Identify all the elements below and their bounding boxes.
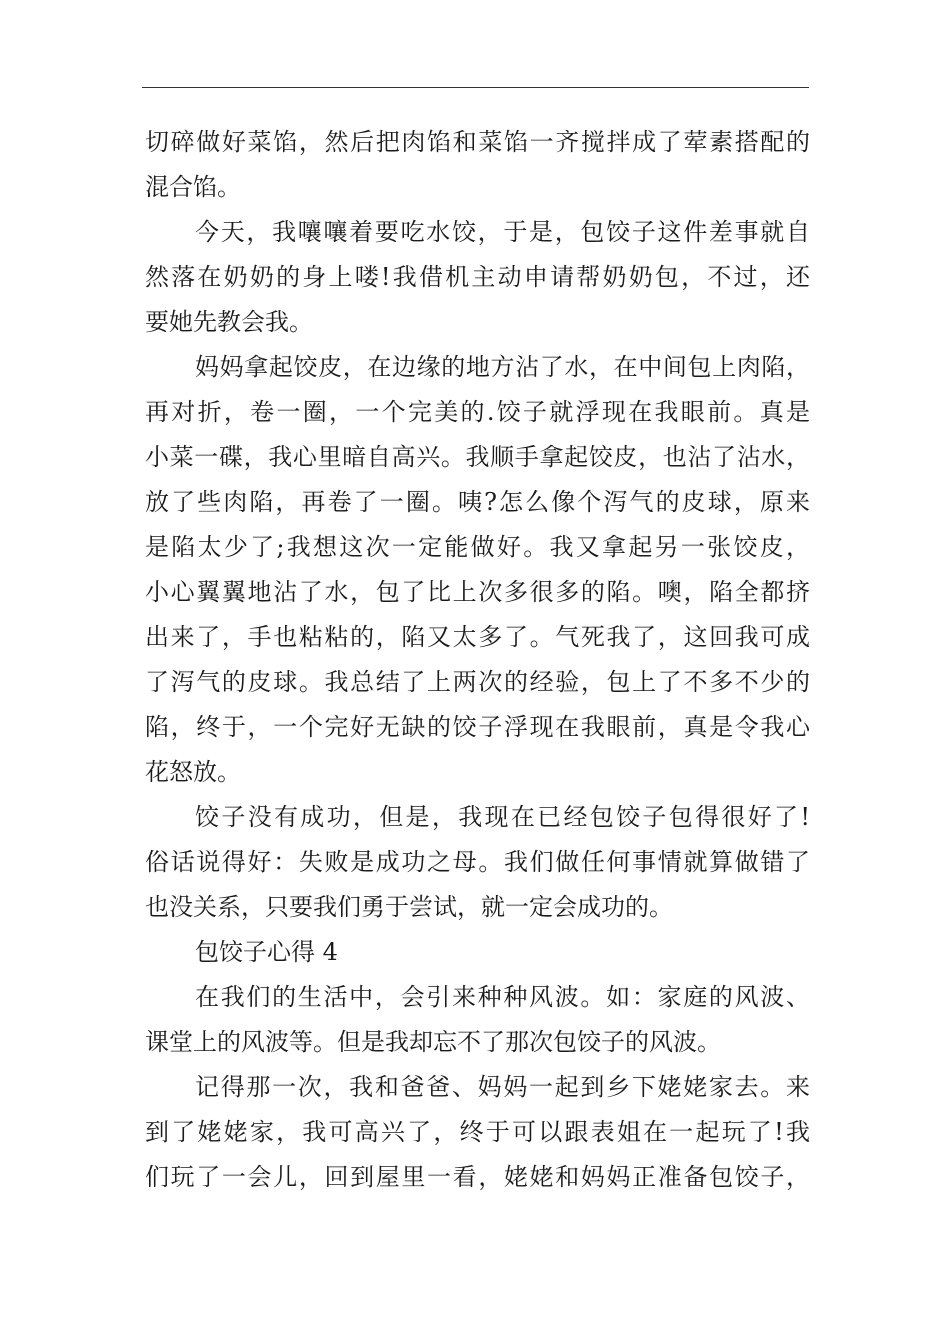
text-line: 要她先教会我。	[145, 308, 313, 336]
text-line: 出来了，手也粘粘的，陷又太多了。气死我了，这回我可成	[145, 623, 810, 651]
text-line: 切碎做好菜馅，然后把肉馅和菜馅一齐搅拌成了荤素搭配的	[145, 128, 810, 156]
text-line: 今天，我嚷嚷着要吃水饺，于是，包饺子这件差事就自	[195, 218, 810, 246]
text-line: 是陷太少了;我想这次一定能做好。我又拿起另一张饺皮，	[145, 533, 810, 561]
text-line: 陷，终于，一个完好无缺的饺子浮现在我眼前，真是令我心	[145, 713, 810, 741]
header-rule	[142, 87, 809, 88]
text-line: 了泻气的皮球。我总结了上两次的经验，包上了不多不少的	[145, 668, 810, 696]
text-line: 小菜一碟，我心里暗自高兴。我顺手拿起饺皮，也沾了沾水，	[145, 443, 810, 471]
text-line: 小心翼翼地沾了水，包了比上次多很多的陷。噢，陷全都挤	[145, 578, 810, 606]
text-line: 记得那一次，我和爸爸、妈妈一起到乡下姥姥家去。来	[195, 1073, 810, 1101]
text-line: 妈妈拿起饺皮，在边缘的地方沾了水，在中间包上肉陷，	[195, 353, 810, 381]
text-line: 到了姥姥家，我可高兴了，终于可以跟表姐在一起玩了!我	[145, 1118, 810, 1146]
text-line: 饺子没有成功，但是，我现在已经包饺子包得很好了!	[195, 803, 810, 831]
text-line: 在我们的生活中，会引来种种风波。如：家庭的风波、	[195, 983, 810, 1011]
text-line: 俗话说得好：失败是成功之母。我们做任何事情就算做错了	[145, 848, 810, 876]
text-line: 课堂上的风波等。但是我却忘不了那次包饺子的风波。	[145, 1028, 721, 1056]
text-line: 花怒放。	[145, 758, 241, 786]
text-line: 们玩了一会儿，回到屋里一看，姥姥和妈妈正准备包饺子，	[145, 1163, 810, 1191]
text-line: 混合馅。	[145, 173, 241, 201]
text-line: 再对折，卷一圈，一个完美的.饺子就浮现在我眼前。真是	[145, 398, 810, 426]
text-line: 也没关系，只要我们勇于尝试，就一定会成功的。	[145, 893, 673, 921]
document-body	[145, 120, 810, 1200]
text-line: 放了些肉陷，再卷了一圈。咦?怎么像个泻气的皮球，原来	[145, 488, 810, 516]
text-line: 然落在奶奶的身上喽!我借机主动申请帮奶奶包，不过，还	[145, 263, 810, 291]
section-heading: 包饺子心得 4	[195, 938, 338, 966]
